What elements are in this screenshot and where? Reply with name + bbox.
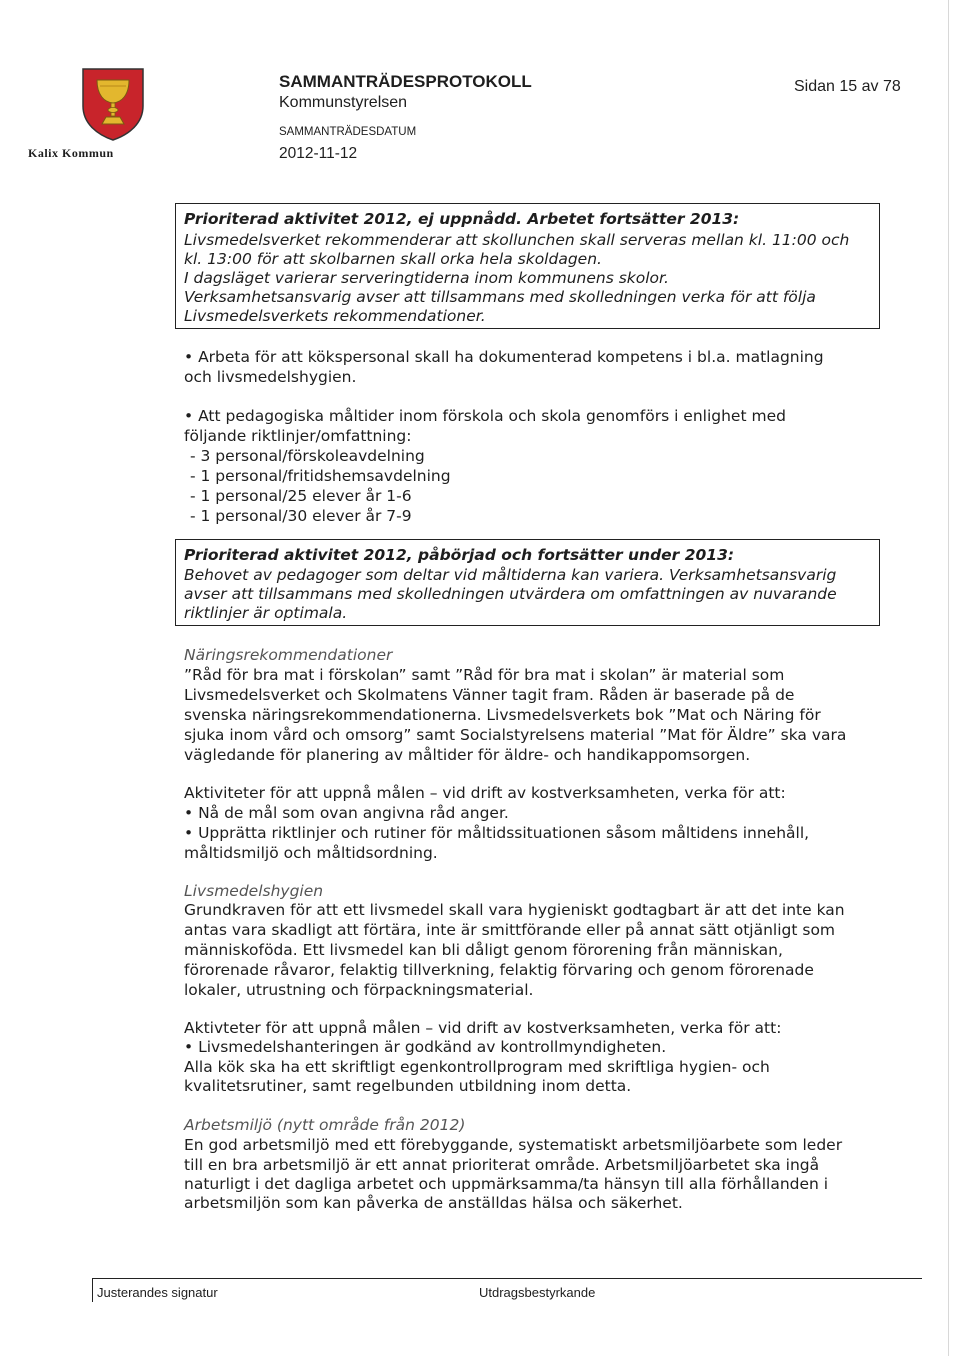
priority-box-2-line: avser att tillsammans med skolledningen utvärdera om omfattningen av nuvarande — [184, 585, 837, 603]
staffing-item: - 3 personal/förskoleavdelning — [190, 447, 425, 465]
section-heading-work-environment: Arbetsmiljö (nytt område från 2012) — [184, 1116, 466, 1134]
bullet-competence-cont: och livsmedelshygien. — [184, 368, 357, 386]
org-name: Kalix Kommun — [28, 146, 114, 160]
bullet-routines-cont: måltidsmiljö och måltidsordning. — [184, 844, 438, 862]
paragraph-line: vägledande för planering av måltider för äldre- och handikappomsorgen. — [184, 746, 751, 764]
bullet-icon: • — [184, 824, 199, 842]
staffing-item: - 1 personal/fritidshemsavdelning — [190, 467, 451, 485]
paragraph-line: En god arbetsmiljö med ett förebyggande, systematiskt arbetsmiljöarbete som leder — [184, 1136, 843, 1154]
bullet-pedagogic-meals: • Att pedagogiska måltider inom förskola och skola genomförs i enlighet med — [184, 407, 786, 425]
bullet-icon: • — [184, 407, 199, 425]
page-number: Sidan 15 av 78 — [794, 78, 901, 95]
priority-box-1-title: Prioriterad aktivitet 2012, ej uppnådd. Arbetet fortsätter 2013: — [184, 210, 740, 228]
bullet-competence: • Arbeta för att kökspersonal skall ha dokumenterad kompetens i bl.a. matlagning — [184, 348, 824, 366]
meeting-date-label: SAMMANTRÄDESDATUM — [279, 126, 417, 138]
priority-box-2-title: Prioriterad aktivitet 2012, påbörjad och fortsätter under 2013: — [184, 546, 735, 564]
signature-label: Justerandes signatur — [97, 1285, 218, 1300]
paragraph-line: ”Råd för bra mat i förskolan” samt ”Råd för bra mat i skolan” är material som — [184, 666, 785, 684]
bullet-pedagogic-meals-cont: följande riktlinjer/omfattning: — [184, 427, 412, 445]
paragraph-line: antas vara skadligt att förtära, inte är smittförande eller på annat sätt otjänligt som — [184, 921, 836, 939]
activities-intro: Aktiviteter för att uppnå målen – vid drift av kostverksamheten, verka för att: — [184, 784, 786, 802]
kalix-coat-of-arms-icon — [80, 66, 146, 142]
priority-box-1-line: Livsmedelsverket rekommenderar att skollunchen skall serveras mellan kl. 11:00 och — [184, 231, 850, 249]
priority-box-2-line: Behovet av pedagoger som deltar vid måltiderna kan variera. Verksamhetsansvarig — [184, 566, 837, 584]
paragraph-line: till en bra arbetsmiljö är ett annat prioriterat område. Arbetsmiljöarbetet ska ingå — [184, 1156, 820, 1174]
bullet-icon: • — [184, 1038, 199, 1056]
paragraph-line: kvalitetsrutiner, samt regelbunden utbildning inom detta. — [184, 1077, 632, 1095]
paragraph-line: förorenade råvaror, felaktig tillverkning, felaktig förvaring och genom förorenade — [184, 961, 814, 979]
staffing-item: - 1 personal/25 elever år 1-6 — [190, 487, 412, 505]
bullet-approval: • Livsmedelshanteringen är godkänd av kontrollmyndigheten. — [184, 1038, 667, 1056]
paragraph-line: Livsmedelsverket och Skolmatens Vänner tagit fram. Råden är baserade på de — [184, 686, 795, 704]
priority-box-1-line: Livsmedelsverkets rekommendationer. — [184, 307, 486, 325]
bullet-goals: • Nå de mål som ovan angivna råd anger. — [184, 804, 509, 822]
staffing-item: - 1 personal/30 elever år 7-9 — [190, 507, 412, 525]
footer-divider — [92, 1278, 93, 1302]
committee-name: Kommunstyrelsen — [279, 94, 408, 111]
bullet-icon: • — [184, 348, 199, 366]
section-heading-nutrition: Näringsrekommendationer — [184, 646, 393, 664]
priority-box-2-line: riktlinjer är optimala. — [184, 604, 348, 622]
priority-box-1-line: I dagsläget varierar serveringtiderna inom kommunens skolor. — [184, 269, 669, 287]
paragraph-line: sjuka inom vård och omsorg” samt Socialstyrelsens material ”Mat för Äldre” ska vara — [184, 726, 847, 744]
certification-label: Utdragsbestyrkande — [479, 1285, 596, 1300]
doc-title: SAMMANTRÄDESPROTOKOLL — [279, 72, 532, 91]
paragraph-line: naturligt i det dagliga arbetet och uppmärksamma/ta hänsyn till alla förhållanden i — [184, 1175, 829, 1193]
section-heading-hygiene: Livsmedelshygien — [184, 882, 324, 900]
footer-rule — [92, 1278, 922, 1279]
bullet-routines: • Upprätta riktlinjer och rutiner för måltidssituationen såsom måltidens innehåll, — [184, 824, 810, 842]
priority-box-1-line: Verksamhetsansvarig avser att tillsammans med skolledningen verka för att följa — [184, 288, 816, 306]
paragraph-line: människoföda. Ett livsmedel kan bli dåligt genom förorening från människan, — [184, 941, 783, 959]
paragraph-line: lokaler, utrustning och förpackningsmaterial. — [184, 981, 534, 999]
scan-edge — [948, 0, 949, 1356]
bullet-icon: • — [184, 804, 199, 822]
paragraph-line: Alla kök ska ha ett skriftligt egenkontrollprogram med skriftliga hygien- och — [184, 1058, 770, 1076]
meeting-date: 2012-11-12 — [279, 145, 358, 162]
paragraph-line: svenska näringsrekommendationerna. Livsmedelsverkets bok ”Mat och Näring för — [184, 706, 821, 724]
activities-intro: Aktivteter för att uppnå målen – vid drift av kostverksamheten, verka för att: — [184, 1019, 782, 1037]
paragraph-line: Grundkraven för att ett livsmedel skall vara hygieniskt godtagbart är att det inte kan — [184, 901, 845, 919]
priority-box-1-line: kl. 13:00 för att skolbarnen skall orka hela skoldagen. — [184, 250, 602, 268]
paragraph-line: arbetsmiljön som kan påverka de anställdas hälsa och säkerhet. — [184, 1194, 683, 1212]
